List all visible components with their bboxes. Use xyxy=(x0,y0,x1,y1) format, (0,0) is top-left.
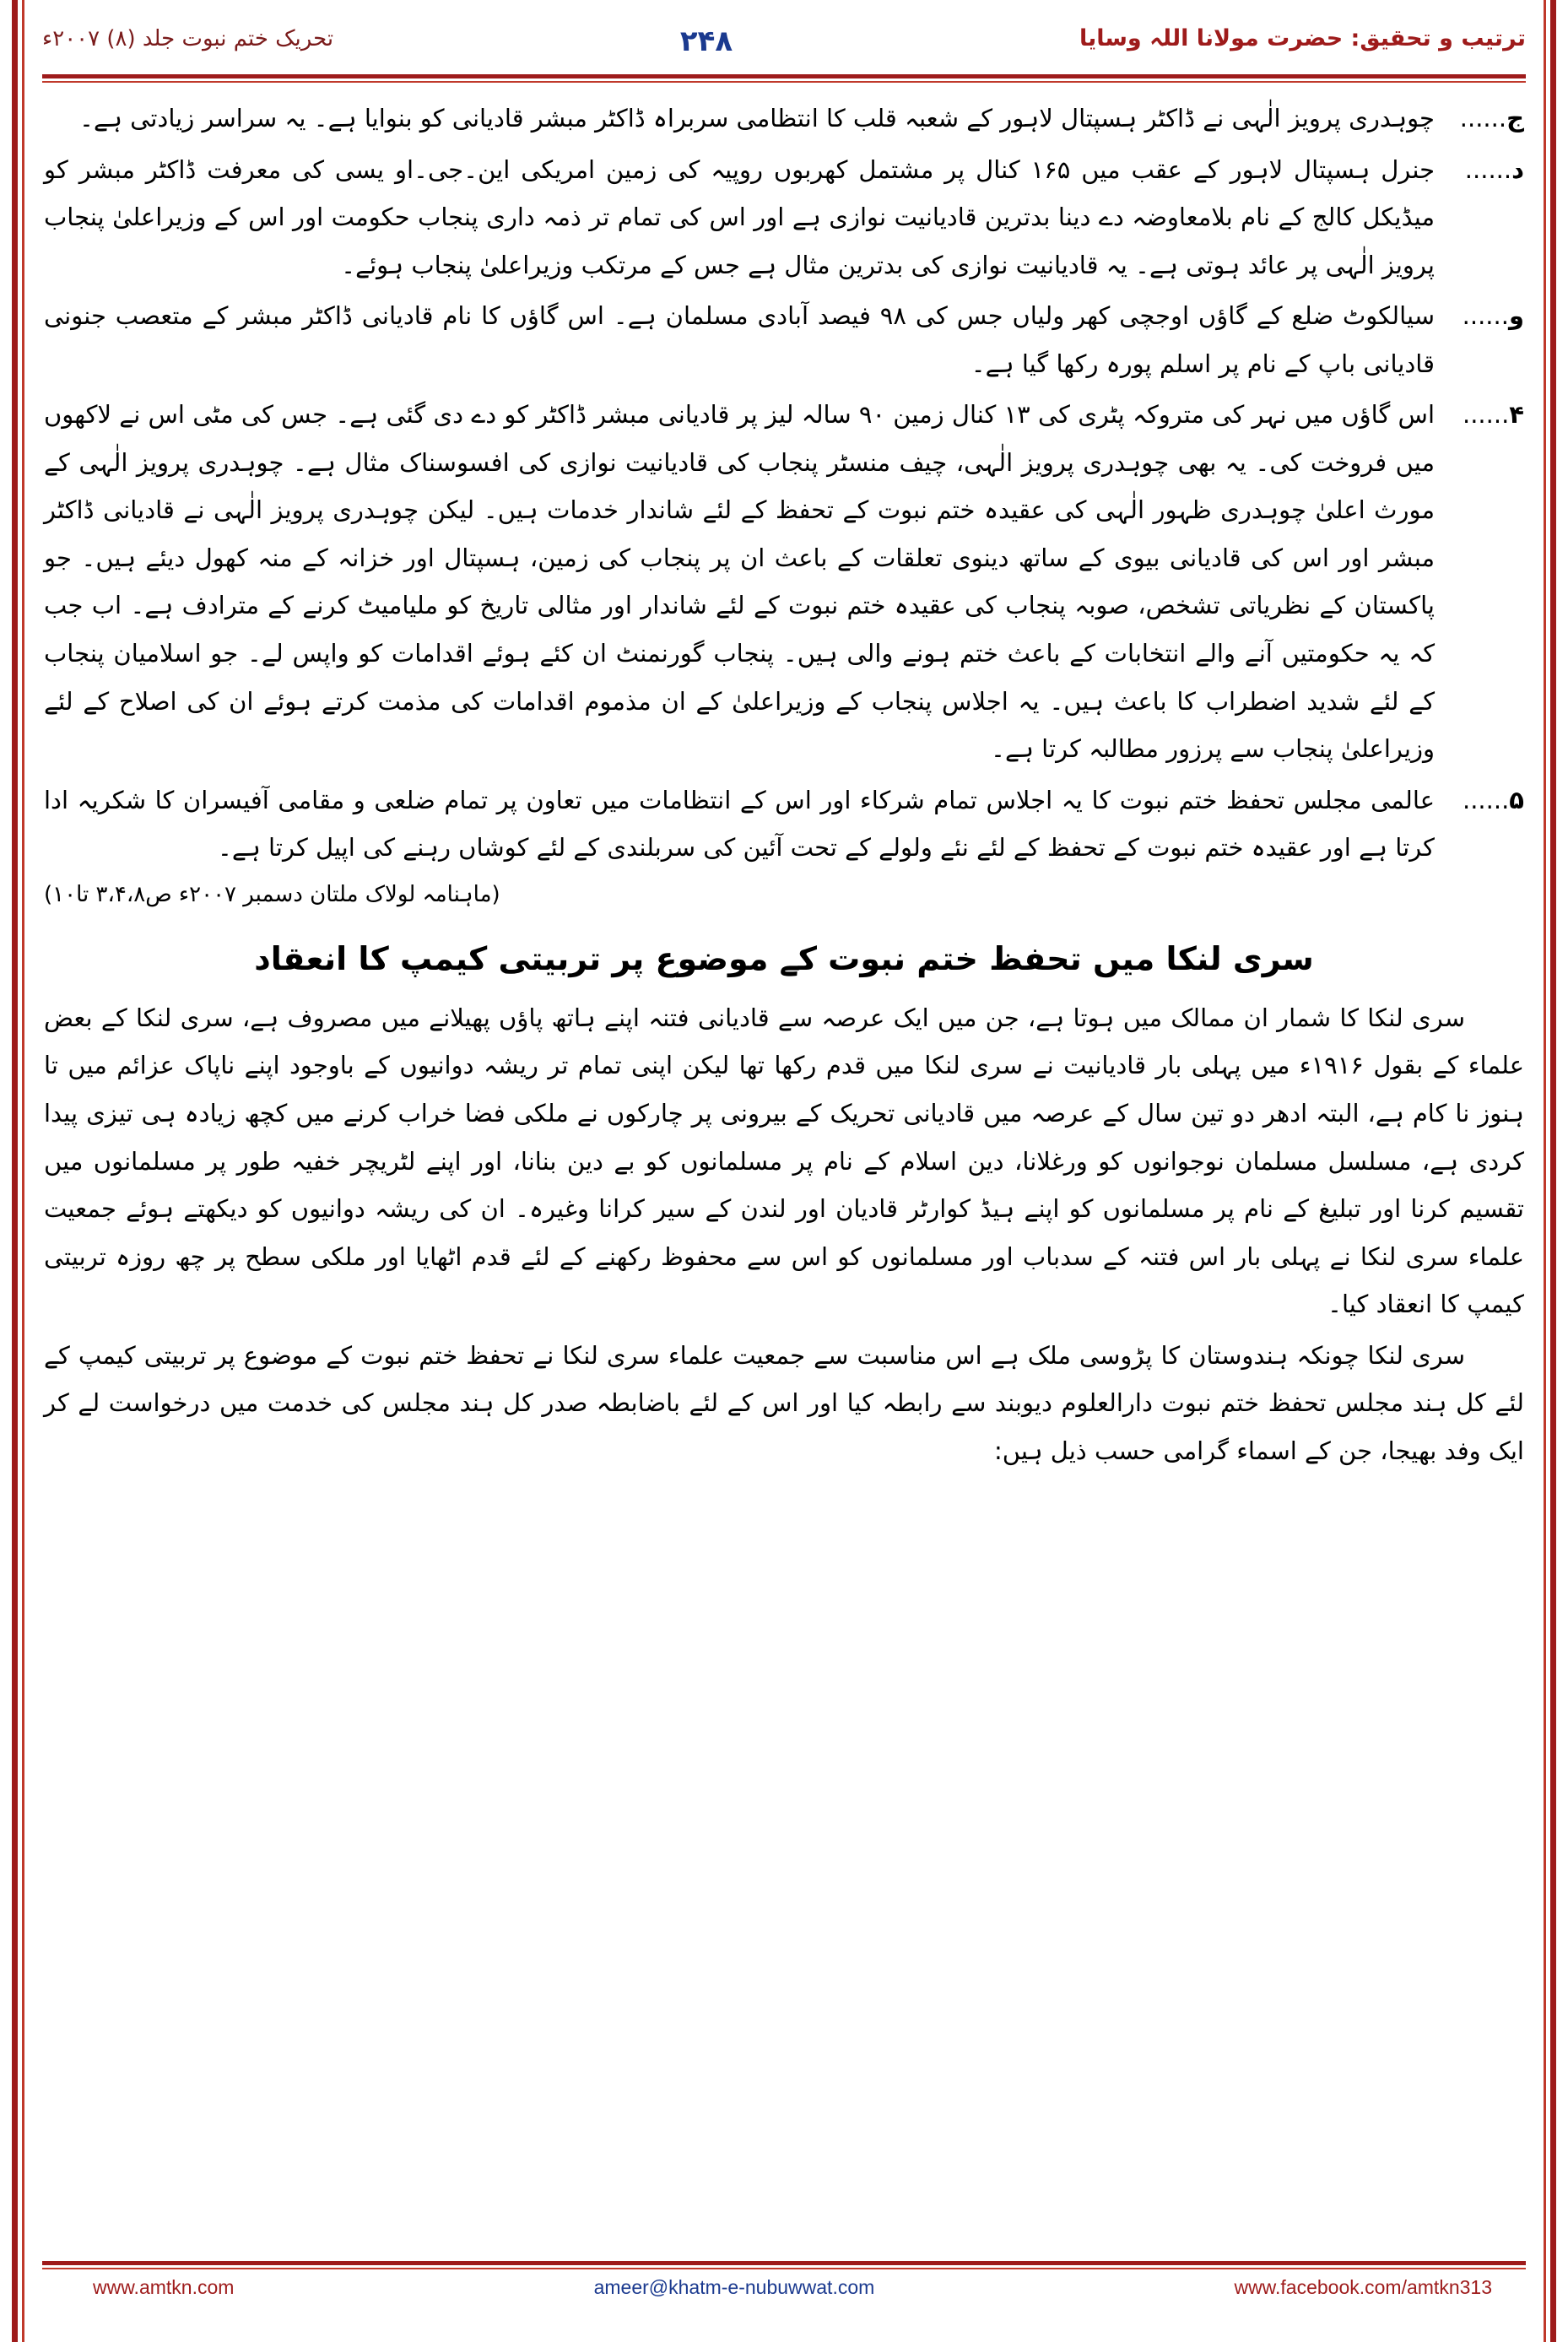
page-header xyxy=(42,22,1526,84)
right-border-rule xyxy=(1550,0,1556,2342)
numbered-point xyxy=(44,391,1524,772)
point-marker xyxy=(1435,391,1524,439)
point-marker-dots: ...... xyxy=(1464,154,1512,184)
point-marker xyxy=(1435,292,1524,340)
header-row xyxy=(42,22,1526,69)
footer-divider-thin xyxy=(42,2268,1526,2269)
body-paragraph: سری لنکا کا شمار ان ممالک میں ہوتا ہے، جن میں ایک عرصہ سے قادیانی فتنہ اپنے ہاتھ پاؤں پھیلانے میں مصروف ہے، سری لنکا کے بعض علماء کے بقول ۱۹۱۶ء میں پہلی بار قادیانیت نے سری لنکا میں قدم رکھا تھا لیکن اپنی تمام تر ریشہ دوانیوں کے باوجود اپنے ناپاک عزائم میں تا ہنوز نا کام ہے، البتہ ادھر دو تین سال کے عرصہ میں قادیانی تحریک کے بیرونی پر چارکوں نے ملکی فضا خراب کرنے میں کچھ زیادہ ہی تیزی پیدا کردی ہے، مسلسل مسلمان نوجوانوں کو ورغلانا، دین اسلام کے نام پر مسلمانوں کو بے دین بنانا، اور اپنے لٹریچر خفیہ طور پر مسلمانوں میں تقسیم کرنا اور تبلیغ کے نام پر مسلمانوں کو اپنے ہیڈ کوارٹر قادیان اور لندن کے سیر کرانا وغیرہ۔ ان کی ریشہ دوانیوں کو دیکھتے ہوئے جمعیت علماء سری لنکا نے پہلی بار اس فتنہ کے سدباب اور مسلمانوں کو اس سے محفوظ رکھنے کے لئے قدم اٹھایا اور ملکی سطح پر چھ روزہ تربیتی کیمپ کا انعقاد کیا۔ xyxy=(44,1003,1525,1319)
point-marker-dots: ...... xyxy=(1459,104,1507,133)
footer-links xyxy=(42,2276,1526,2299)
point-marker-label: ۴ xyxy=(1509,400,1524,430)
point-marker xyxy=(1435,776,1524,825)
document-body xyxy=(44,95,1524,2232)
point-marker-label: و xyxy=(1508,301,1524,331)
point-marker xyxy=(1435,146,1524,194)
numbered-point xyxy=(44,776,1524,872)
point-marker xyxy=(1435,95,1524,143)
left-border-rule-inner xyxy=(22,0,24,2342)
numbered-point xyxy=(44,292,1524,387)
numbered-point xyxy=(44,95,1524,143)
footer-divider xyxy=(42,2261,1526,2265)
footer-website-link[interactable]: www.amtkn.com xyxy=(93,2276,235,2298)
body-paragraph: سری لنکا چونکہ ہندوستان کا پڑوسی ملک ہے اس مناسبت سے جمعیت علماء سری لنکا نے تحفظ ختم نبوت کے موضوع پر تربیتی کیمپ کے لئے کل ہند مجلس تحفظ ختم نبوت دارالعلوم دیوبند سے رابطہ کیا اور اس کے لئے باضابطہ صدر کل ہند مجلس کی خدمت میں درخواست لے کر ایک وفد بھیجا، جن کے اسماء گرامی حسب ذیل ہیں: xyxy=(44,1340,1524,1465)
point-marker-dots: ...... xyxy=(1462,785,1510,814)
header-book-title: تحریک ختم نبوت جلد (۸) ۲۰۰۷ء xyxy=(42,26,334,51)
point-text: عالمی مجلس تحفظ ختم نبوت کا یہ اجلاس تمام شرکاء اور اس کے انتظامات میں تعاون پر تمام ضلعی و مقامی آفیسران کا شکریہ ادا کرتا ہے اور عقیدہ ختم نبوت کے تحفظ کے لئے نئے ولولے کے تحت آئین کی سربلندی کے لئے کوشاں رہنے کی اپیل کرتا ہے۔ xyxy=(44,785,1435,863)
right-border-rule-inner xyxy=(1544,0,1546,2342)
page-number: ۲۴۸ xyxy=(679,24,733,58)
footer-email-link[interactable]: ameer@khatm-e-nubuwwat.com xyxy=(593,2276,875,2298)
point-text: اس گاؤں میں نہر کی متروکہ پٹری کی ۱۳ کنال زمین ۹۰ سالہ لیز پر قادیانی مبشر ڈاکٹر کو دے دی گئی ہے۔ جس کی مٹی اس نے لاکھوں میں فروخت کی۔ یہ بھی چوہدری پرویز الٰہی، چیف منسٹر پنجاب کی قادیانیت نوازی کی افسوسناک مثال ہے۔ چوہدری پرویز الٰہی کے مورث اعلیٰ چوہدری ظہور الٰہی کی عقیدہ ختم نبوت کے تحفظ کے لئے شاندار خدمات ہیں۔ لیکن چوہدری پرویز الٰہی نے قادیانی ڈاکٹر مبشر اور اس کی قادیانی بیوی کے ساتھ دینوی تعلقات کے باعث ان پر پنجاب کی زمین، ہسپتال اور خزانہ کے منہ کھول دیئے ہیں۔ جو پاکستان کے نظریاتی تشخص، صوبہ پنجاب کی عقیدہ ختم نبوت کے لئے شاندار اور مثالی تاریخ کو ملیامیٹ کرنے کے مترادف ہے۔ اب جب کہ یہ حکومتیں آنے والے انتخابات کے باعث ختم ہونے والی ہیں۔ پنجاب گورنمنٹ ان کئے ہوئے اقدامات کو واپس لے۔ جو اسلامیان پنجاب کے لئے شدید اضطراب کا باعث ہیں۔ یہ اجلاس پنجاب کے وزیراعلیٰ کے ان مذموم اقدامات کی مذمت کرتے ہوئے ان کی اصلاح کے لئے وزیراعلیٰ پنجاب سے پرزور مطالبہ کرتا ہے۔ xyxy=(44,400,1436,764)
header-divider-thin xyxy=(42,81,1526,83)
point-marker-label: د xyxy=(1511,154,1524,184)
point-marker-dots: ...... xyxy=(1462,400,1510,430)
header-compiler-text: ترتیب و تحقیق: حضرت مولانا اللہ وسایا xyxy=(1079,25,1526,51)
source-citation: (ماہنامہ لولاک ملتان دسمبر ۲۰۰۷ء ص۳،۴،۸ تا۱۰) xyxy=(44,881,500,907)
point-text: جنرل ہسپتال لاہور کے عقب میں ۱۶۵ کنال پر مشتمل کھربوں روپیہ کی زمین امریکی این۔جی۔او یسی کی معرفت ڈاکٹر مبشر کو میڈیکل کالج کے نام بلامعاوضہ دے دینا بدترین قادیانیت نوازی ہے اور اس کی تمام تر ذمہ داری پنجاب حکومت اور اس کے وزیراعلیٰ پنجاب پرویز الٰہی پر عائد ہوتی ہے۔ یہ قادیانیت نوازی کی بدترین مثال ہے جس کے مرتکب وزیراعلیٰ پنجاب ہوئے۔ xyxy=(44,154,1435,279)
numbered-point xyxy=(44,146,1524,289)
point-marker-label: ج xyxy=(1506,104,1524,133)
point-text: چوہدری پرویز الٰہی نے ڈاکٹر ہسپتال لاہور کے شعبہ قلب کا انتظامی سربراہ ڈاکٹر مبشر قادیانی کو بنوایا ہے۔ یہ سراسر زیادتی ہے۔ xyxy=(78,104,1435,133)
point-marker-label: ۵ xyxy=(1509,785,1524,814)
point-marker-dots: ...... xyxy=(1462,301,1509,331)
left-border-rule xyxy=(12,0,18,2342)
section-heading: سری لنکا میں تحفظ ختم نبوت کے موضوع پر تربیتی کیمپ کا انعقاد xyxy=(254,939,1314,977)
footer-facebook-link[interactable]: www.facebook.com/amtkn313 xyxy=(1234,2276,1492,2298)
page-footer xyxy=(42,2261,1526,2313)
point-text: سیالکوٹ ضلع کے گاؤں اوجچی کھر ولیاں جس کی ۹۸ فیصد آبادی مسلمان ہے۔ اس گاؤں کا نام قادیانی ڈاکٹر مبشر کے متعصب جنونی قادیانی باپ کے نام پر اسلم پورہ رکھا گیا ہے۔ xyxy=(44,301,1435,378)
header-divider xyxy=(42,74,1526,78)
